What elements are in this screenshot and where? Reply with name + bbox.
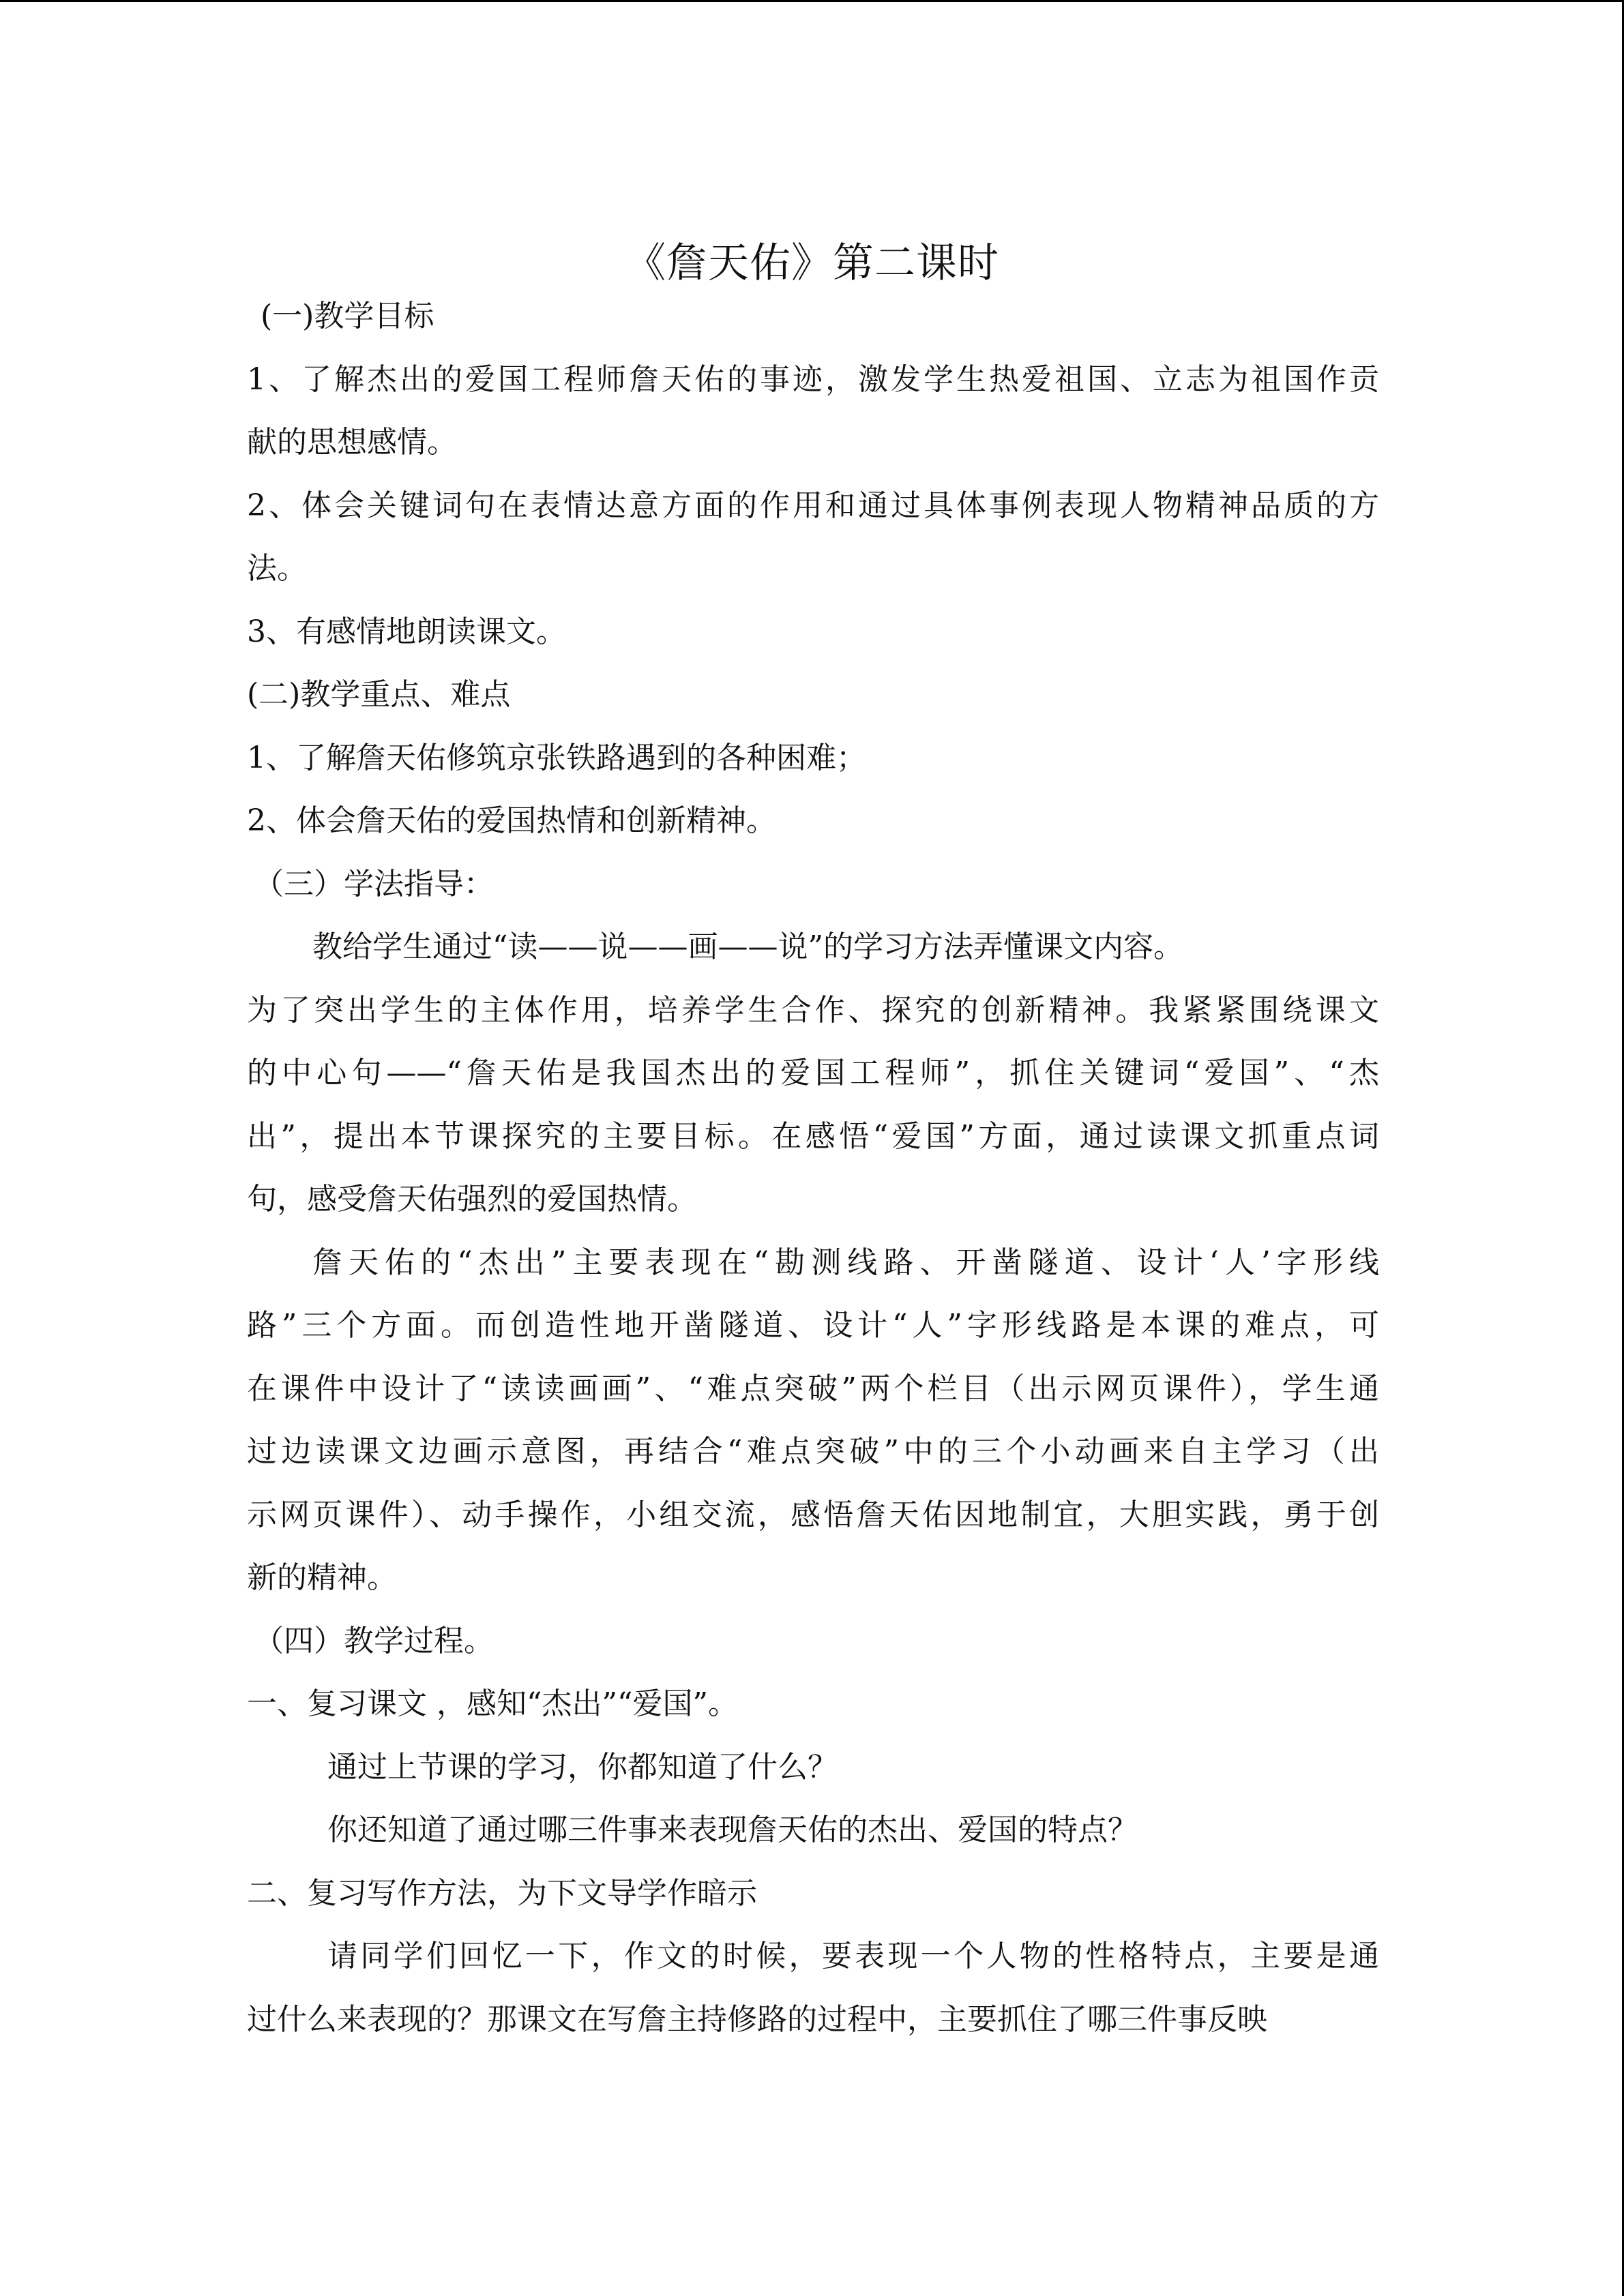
- paragraph-line: 3、有感情地朗读课文。: [247, 614, 566, 649]
- paragraph-line: 法。: [247, 551, 307, 586]
- paragraph-line: 出”，提出本节课探究的主要目标。在感悟“爱国”方面，通过读课文抓重点词: [247, 1118, 1379, 1154]
- paragraph-line: 过什么来表现的？那课文在写詹主持修路的过程中，主要抓住了哪三件事反映: [247, 2001, 1267, 2037]
- paragraph-line: 路”三个方面。而创造性地开凿隧道、设计“人”字形线路是本课的难点，可: [247, 1308, 1379, 1343]
- document-body: [247, 285, 1379, 2051]
- paragraph-line: 教给学生通过“读——说——画——说”的学习方法弄懂课文内容。: [312, 929, 1183, 964]
- section-heading-study-guide: （三）学法指导：: [254, 866, 494, 901]
- paragraph-line: 新的精神。: [247, 1560, 397, 1595]
- paragraph-line: 2、体会詹天佑的爱国热情和创新精神。: [247, 803, 776, 838]
- paragraph-line: 的中心句——“詹天佑是我国杰出的爱国工程师”，抓住关键词“爱国”、“杰: [247, 1056, 1379, 1090]
- paragraph-line: 在课件中设计了“读读画画”、“难点突破”两个栏目（出示网页课件），学生通: [247, 1371, 1379, 1406]
- paragraph-line: 2、体会关键词句在表情达意方面的作用和通过具体事例表现人物精神品质的方: [247, 488, 1379, 523]
- paragraph-line: 为了突出学生的主体作用，培养学生合作、探究的创新精神。我紧紧围绕课文: [247, 992, 1379, 1028]
- subsection-heading-review: 一、复习课文 ，感知“杰出”“爱国”。: [247, 1686, 738, 1721]
- paragraph-line: 示网页课件）、动手操作，小组交流，感悟詹天佑因地制宜，大胆实践，勇于创: [247, 1497, 1379, 1532]
- paragraph-line: 句，感受詹天佑强烈的爱国热情。: [247, 1182, 697, 1217]
- paragraph-line: 1、了解詹天佑修筑京张铁路遇到的各种困难；: [247, 740, 866, 775]
- paragraph-line: 请同学们回忆一下，作文的时候，要表现一个人物的性格特点，主要是通: [327, 1939, 1379, 1973]
- section-heading-teaching-goals: (一)教学目标: [261, 299, 434, 333]
- paragraph-line: 1、了解杰出的爱国工程师詹天佑的事迹，激发学生热爱祖国、立志为祖国作贡: [247, 361, 1379, 397]
- paragraph-line: 过边读课文边画示意图，再结合“难点突破”中的三个小动画来自主学习（出: [247, 1434, 1379, 1469]
- section-heading-teaching-process: （四）教学过程。: [254, 1623, 494, 1658]
- paragraph-line: 献的思想感情。: [247, 425, 457, 460]
- subsection-heading-writing-method: 二、复习写作方法，为下文导学作暗示: [247, 1875, 757, 1911]
- paragraph-line: 通过上节课的学习，你都知道了什么？: [327, 1749, 838, 1785]
- section-heading-key-points: (二)教学重点、难点: [247, 677, 511, 712]
- document-title: 《詹天佑》第二课时: [625, 239, 999, 288]
- paragraph-line: 詹天佑的“杰出”主要表现在“勘测线路、开凿隧道、设计‘人’字形线: [312, 1244, 1379, 1280]
- paragraph-line: 你还知道了通过哪三件事来表现詹天佑的杰出、爱国的特点？: [327, 1813, 1138, 1847]
